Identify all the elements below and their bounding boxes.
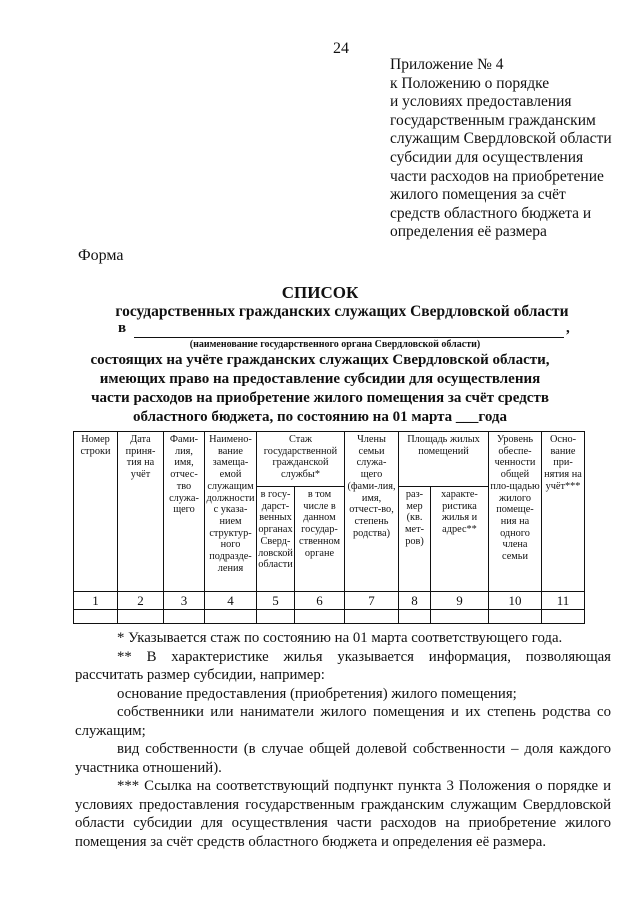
column-number: 1 (74, 592, 118, 610)
column-number: 10 (489, 592, 542, 610)
subheading-line: областного бюджета, по состоянию на 01 марта ___года (133, 409, 507, 425)
header-exp-this-body: в том числе в данном государ-ственном органе (295, 487, 345, 592)
subheading-line: части расходов на приобретение жилого помещения за счёт средств (91, 390, 549, 406)
header-date: Дата приня-тия на учёт (118, 432, 164, 592)
employee-list-table (73, 431, 585, 624)
appendix-line: Приложение № 4 (390, 56, 504, 73)
appendix-header (390, 56, 630, 242)
footnote-1: * Указывается стаж по состоянию на 01 марта соответствующего года. (117, 630, 563, 646)
appendix-line: части расходов на приобретение (390, 167, 604, 185)
appendix-line: жилого помещения за счёт (390, 186, 566, 204)
org-caption: (наименование государственного органа Свердловской области) (189, 339, 481, 350)
header-name: Фами-лия, имя, отчес-тво служа-щего (164, 432, 205, 592)
footnote-2-item: основание предоставления (приобретения) жилого помещения; (117, 685, 517, 702)
table-row (74, 610, 585, 624)
appendix-line: служащим Свердловской области (390, 130, 612, 148)
column-number: 6 (295, 592, 345, 610)
appendix-line: и условиях предоставления (390, 93, 572, 111)
header-basis: Осно-вание при-нятия на учёт*** (542, 432, 585, 592)
org-comma: , (566, 320, 570, 336)
header-housing: Площадь жилых помещений (399, 432, 489, 487)
column-number: 4 (205, 592, 257, 610)
appendix-line: субсидии для осуществления (390, 148, 584, 166)
page-number: 24 (333, 40, 349, 57)
header-exp-state-bodies: в госу-дарст-венных органах Сверд-ловской области (257, 487, 295, 592)
org-prefix: в (118, 320, 127, 336)
footnote-2: ** В характеристике жилья указывается информация, позволяющая рассчитать размер субсидии, например: (75, 648, 611, 683)
appendix-line: государственным гражданским (390, 111, 596, 129)
column-number: 7 (345, 592, 399, 610)
form-label: Форма (78, 247, 124, 264)
column-number: 5 (257, 592, 295, 610)
org-name-blank (134, 337, 564, 338)
subheading (0, 351, 640, 427)
header-family: Члены семьи служа-щего (фами-лия, имя, отчест-во, степень родства) (345, 432, 399, 592)
header-housing-size: раз-мер (кв. мет-ров) (399, 487, 431, 592)
subheading-line: состоящих на учёте гражданских служащих Свердловской области, (90, 352, 550, 368)
header-position: Наимено-вание замеща-емой служащим должности с указа-нием структур-ного подразде-ления (205, 432, 257, 592)
footnote-3: *** Ссылка на соответствующий подпункт пункта 3 Положения о порядке и условиях предоставления государственным гражданским служащим Свердловской области субсидии для осуществления части расходов на приобретение жилого помещения за счёт средств областного бюджета и определения её размера. (75, 778, 611, 850)
column-number: 3 (164, 592, 205, 610)
subheading-line: имеющих право на предоставление субсидии для осуществления (99, 371, 541, 387)
header-experience: Стаж государственной гражданской службы* (257, 432, 345, 487)
document-title: СПИСОК (281, 283, 359, 302)
header-provision: Уровень обеспе-ченности общей пло-щадью жилого помеще-ния на одного члена семьи (489, 432, 542, 592)
appendix-line: средств областного бюджета и (390, 204, 592, 222)
footnote-2-item: вид собственности (в случае общей долевой собственности – доля каждого участника отношений). (75, 741, 611, 776)
header-row-number: Номер строки (74, 432, 118, 592)
appendix-line: определения её размера (390, 223, 547, 241)
column-number: 9 (431, 592, 489, 610)
footnote-2-item: собственники или наниматели жилого помещения и их степень родства со служащим; (75, 704, 611, 739)
column-number: 2 (118, 592, 164, 610)
footnotes (75, 629, 611, 851)
appendix-line: к Положению о порядке (390, 74, 550, 92)
header-housing-desc: характе-ристика жилья и адрес** (431, 487, 489, 592)
document-subtitle: государственных гражданских служащих Свердловской области (115, 303, 569, 320)
column-number: 11 (542, 592, 585, 610)
column-number: 8 (399, 592, 431, 610)
